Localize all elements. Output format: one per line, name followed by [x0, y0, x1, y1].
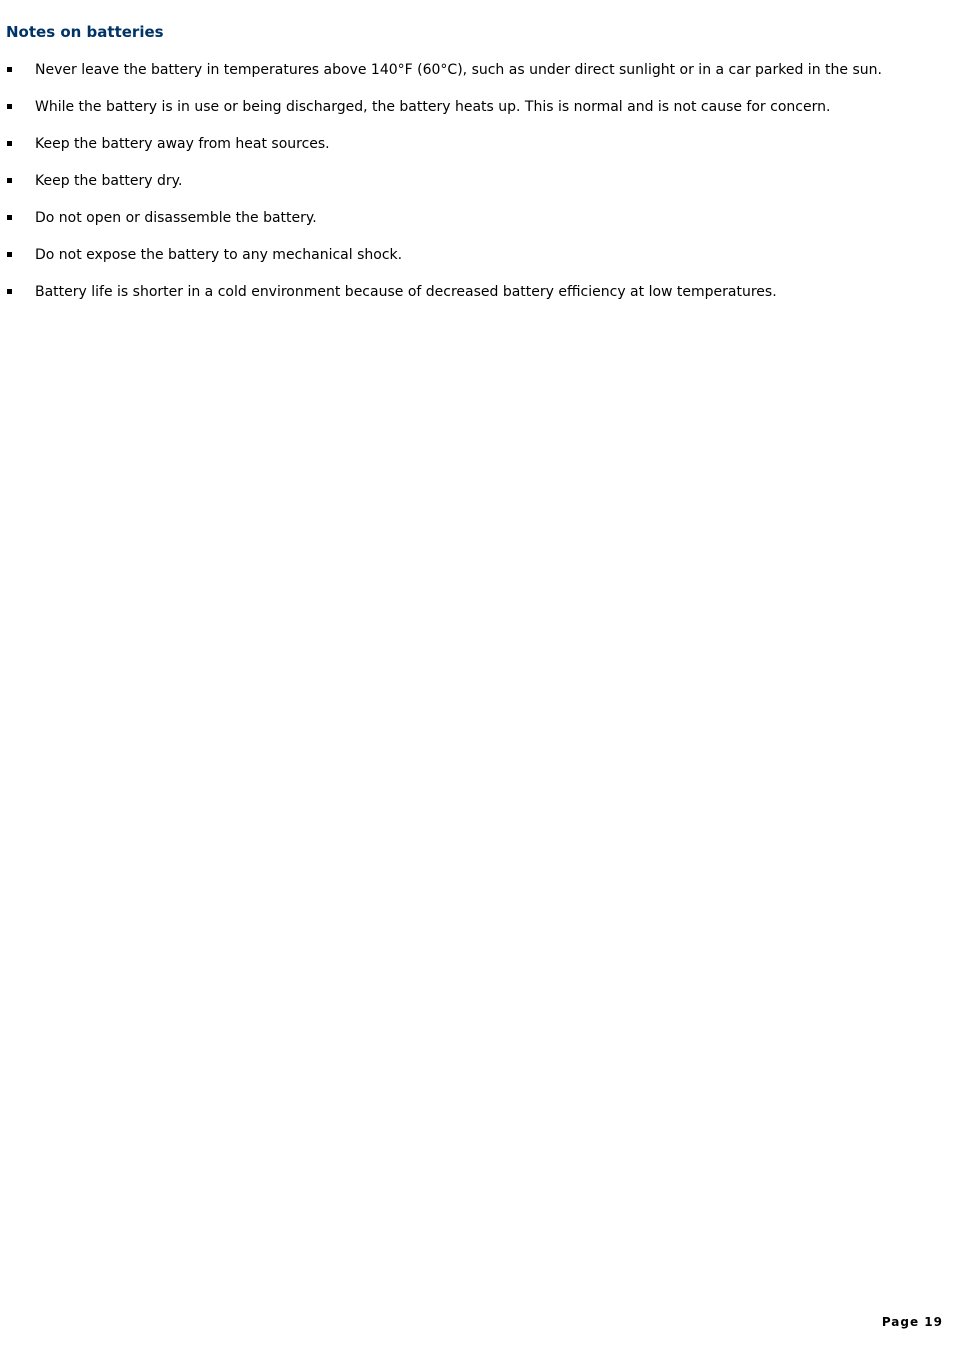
square-bullet-icon	[7, 252, 12, 257]
note-text: Do not open or disassemble the battery.	[35, 210, 317, 226]
note-text: Keep the battery away from heat sources.	[35, 136, 330, 152]
list-item	[0, 209, 930, 227]
section-heading: Notes on batteries	[6, 23, 164, 41]
note-text: Never leave the battery in temperatures above 140°F (60°C), such as under direct sunlight or in a car parked in the sun.	[35, 62, 882, 78]
square-bullet-icon	[7, 141, 12, 146]
list-item	[0, 246, 930, 264]
list-item	[0, 172, 930, 190]
list-item	[0, 98, 930, 116]
square-bullet-icon	[7, 67, 12, 72]
square-bullet-icon	[7, 104, 12, 109]
list-item	[0, 283, 930, 301]
notes-list	[0, 61, 930, 320]
note-text: Do not expose the battery to any mechanical shock.	[35, 247, 403, 263]
square-bullet-icon	[7, 289, 12, 294]
note-text: While the battery is in use or being discharged, the battery heats up. This is normal and is not cause for concern.	[35, 99, 831, 115]
list-item	[0, 61, 930, 79]
list-item	[0, 135, 930, 153]
square-bullet-icon	[7, 215, 12, 220]
square-bullet-icon	[7, 178, 12, 183]
note-text: Keep the battery dry.	[35, 173, 183, 189]
page-number: Page 19	[881, 1315, 943, 1329]
note-text: Battery life is shorter in a cold environment because of decreased battery efficiency at low temperatures.	[35, 284, 777, 300]
